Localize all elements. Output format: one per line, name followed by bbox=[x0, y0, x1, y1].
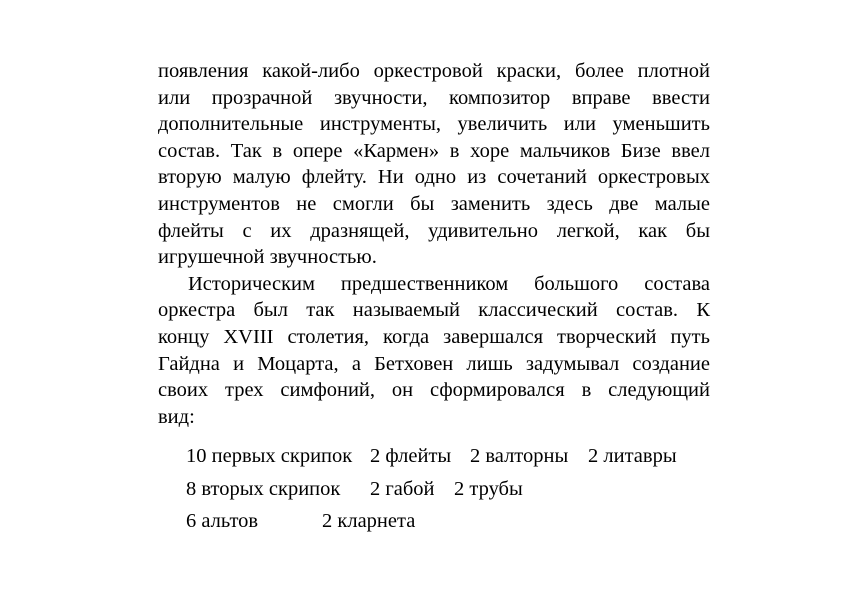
brass-cell: 2 трубы bbox=[454, 477, 523, 500]
text-line: вид: bbox=[158, 405, 195, 428]
strings-cell: 10 первых скрипок bbox=[186, 445, 353, 467]
text-line: дополнительные инструменты, увеличить или уменьшить bbox=[158, 113, 710, 136]
text-line: игрушечной звучностью. bbox=[158, 246, 377, 269]
text-line: оркестра был так называемый классический состав. К bbox=[158, 299, 710, 322]
body-text bbox=[158, 58, 710, 430]
text-line: флейты с их дразнящей, удивительно легкой, как бы bbox=[158, 219, 710, 242]
text-line: появления какой-либо оркестровой краски, более плотной bbox=[158, 60, 710, 82]
brass-cell: 2 валторны bbox=[470, 445, 569, 467]
text-line: или прозрачной звучности, композитор вправе ввести bbox=[158, 86, 710, 109]
text-line: состав. Так в опере «Кармен» в хоре мальчиков Бизе ввел bbox=[158, 139, 710, 162]
strings-cell: 8 вторых скрипок bbox=[186, 477, 341, 500]
paragraph-2 bbox=[158, 271, 710, 431]
percussion-cell: 2 литавры bbox=[588, 445, 677, 467]
text-line: Историческим предшественником большого состава bbox=[188, 272, 710, 295]
woodwinds-cell: 2 кларнета bbox=[322, 510, 416, 532]
paragraph-1 bbox=[158, 58, 710, 271]
woodwinds-cell: 2 габой bbox=[370, 477, 435, 500]
text-line: концу XVIII столетия, когда завершался творческий путь bbox=[158, 325, 710, 348]
text-line: инструментов не смогли бы заменить здесь две малые bbox=[158, 192, 710, 215]
text-line: вторую малую флейту. Ни одно из сочетаний оркестровых bbox=[158, 166, 710, 189]
woodwinds-cell: 2 флейты bbox=[370, 445, 452, 467]
text-line: Гайдна и Моцарта, а Бетховен лишь задумывал создание bbox=[158, 352, 710, 375]
strings-cell: 6 альтов bbox=[186, 510, 259, 532]
text-line: своих трех симфоний, он сформировался в следующий bbox=[158, 379, 710, 402]
